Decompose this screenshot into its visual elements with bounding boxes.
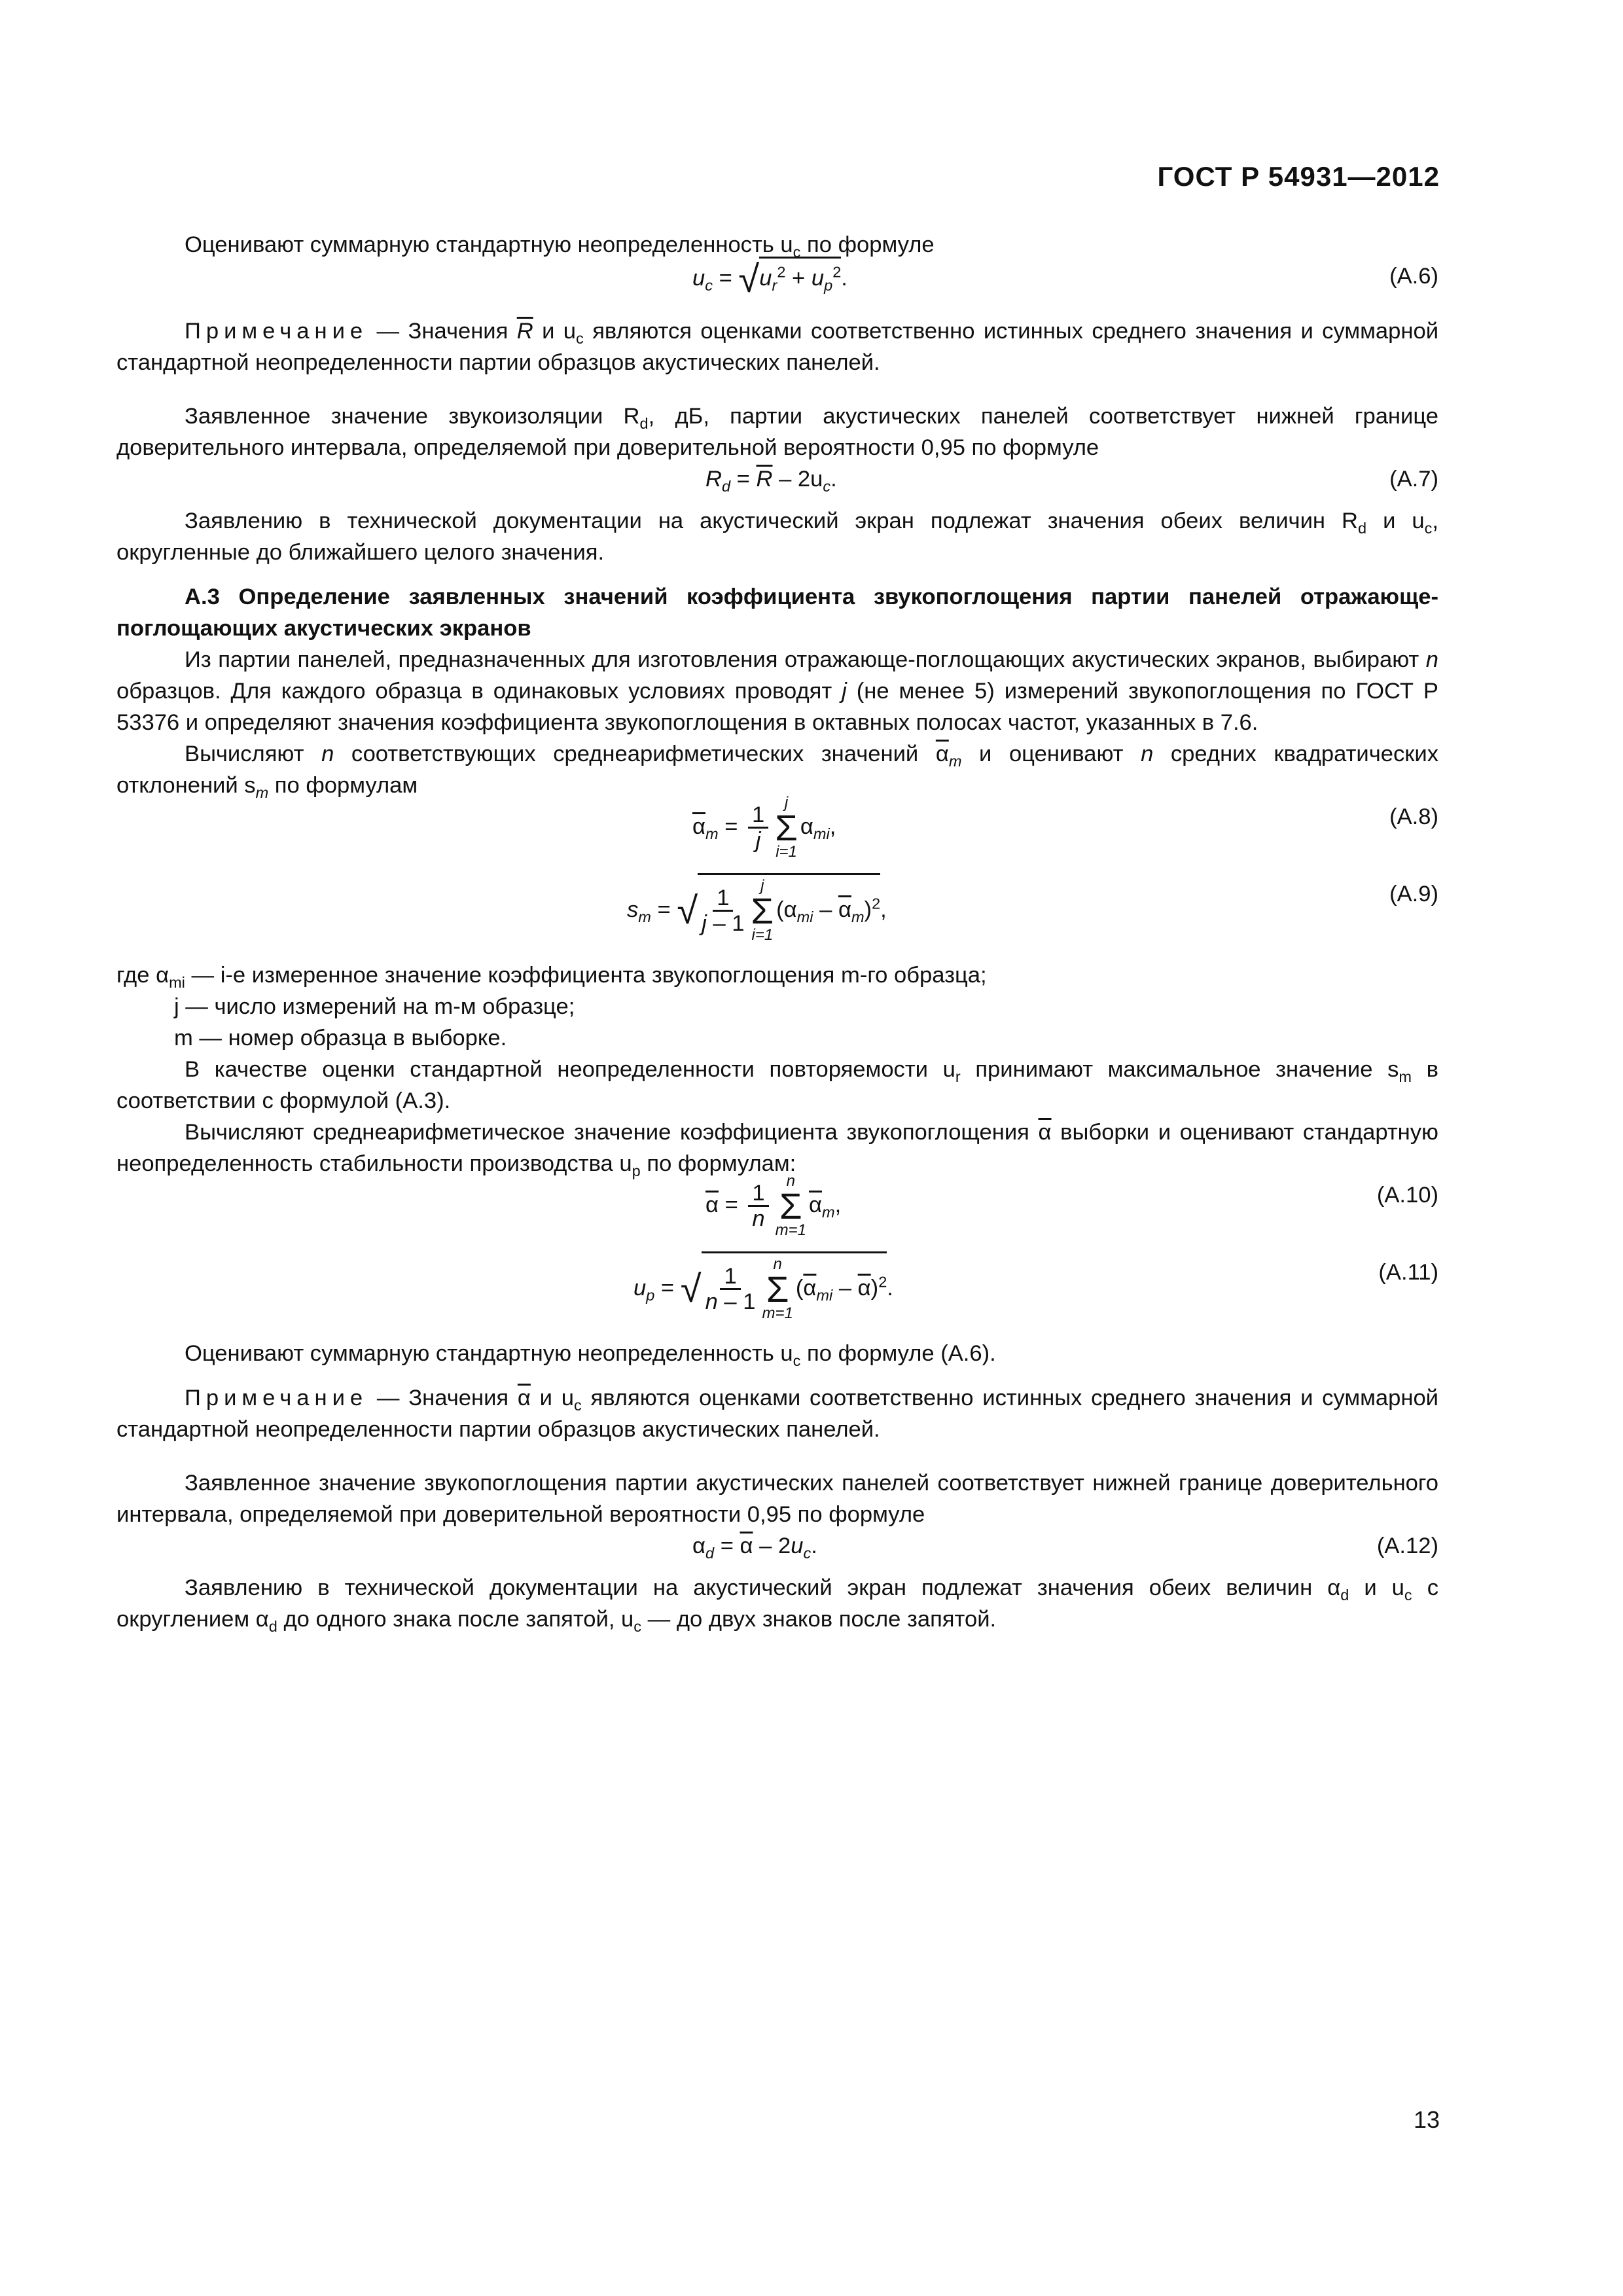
equation-a7 xyxy=(116,463,1438,505)
page-number: 13 xyxy=(1413,2106,1440,2133)
paragraph-6: В качестве оценки стандартной неопределенности повторяемости $u_r$ принимают максимальное значение $s_m$ в соответствии с формулой (А.3). xyxy=(116,1057,1438,1113)
equation-number-a8: (А.8) xyxy=(1389,804,1438,829)
section-heading-a3: А.3 Определение заявленных значений коэффициента звукопоглощения партии панелей отражающе-поглощающих акустических экранов xyxy=(116,584,1439,641)
paragraph-9: Заявленное значение звукопоглощения партии акустических панелей соответствует нижней границе доверительного интервала, определяемой при доверительной вероятности 0,95 по формуле xyxy=(116,1471,1438,1527)
where-line-2: j — число измерений на m-м образце; xyxy=(174,994,575,1019)
formula-a6: $u_c = √u_r^2 + u_p^2$. xyxy=(692,257,847,300)
page-body xyxy=(116,229,1438,1635)
equation-number-a9: (А.9) xyxy=(1389,882,1438,906)
formula-a12: $\alpha_d = \overline{\alpha} - 2u_c$. xyxy=(692,1534,817,1562)
paragraph-4: Из партии панелей, предназначенных для изготовления отражающе-поглощающих акустических экранов, выбирают n образцов. Для каждого образца в одинаковых условиях проводят j (не менее 5) измерений звукопоглощения по ГОСТ Р 53376 и определяют значения коэффициента звукопоглощения в октавных полосах частот, указанных в 7.6. xyxy=(116,647,1438,735)
paragraph-1: Оценивают суммарную стандартную неопределенность $u_c$ по формуле xyxy=(185,232,935,260)
equation-number-a10: (А.10) xyxy=(1376,1183,1438,1208)
where-line-3: m — номер образца в выборке. xyxy=(174,1026,507,1050)
formula-a8: $\overline{\alpha}_m$ = $\frac{1}{j}$ j Σ i=1 $\alpha_{mi}$, xyxy=(692,794,836,861)
formula-a9: $s_m$ = √ $\frac{1}{j - 1}$ j Σ i=1 $(\alpha_{mi} - \overline{\alpha}_m)^2$, xyxy=(627,873,887,943)
equation-a11 xyxy=(116,1257,1438,1338)
paragraph-7: Вычисляют среднеарифметическое значение коэффициента звукопоглощения $\overline{\alpha}$ выборки и оценивают стандартную неопределенность стабильности производства $u_p$ по формулам: xyxy=(116,1120,1438,1179)
note-1: Примечание — Значения $\overline{R}$ и $u_c$ являются оценками соответственно истинных среднего значения и суммарной стандартной неопределенности партии образцов акустических панелей. xyxy=(116,319,1439,375)
formula-a10: $\overline{\alpha}$ = $\frac{1}{n}$ n Σ m=1 $\overline{\alpha}_m$, xyxy=(705,1172,842,1239)
paragraph-3: Заявлению в технической документации на акустический экран подлежат значения обеих величин $R_d$ и $u_c$, округленные до ближайшего целого значения. xyxy=(116,509,1438,565)
paragraph-8: Оценивают суммарную стандартную неопределенность $u_c$ по формуле (А.6). xyxy=(185,1341,996,1369)
equation-a12 xyxy=(116,1530,1438,1572)
paragraph-2: Заявленное значение звукоизоляции $R_d$, дБ, партии акустических панелей соответствует нижней границе доверительного интервала, определяемой при доверительной вероятности 0,95 по формуле xyxy=(116,404,1438,460)
where-line-1: где $\alpha_{mi}$ — i-е измеренное значение коэффициента звукопоглощения m-го образца; xyxy=(116,963,987,991)
formula-a7: $R_d = \overline{R} - 2u_c$. xyxy=(705,467,837,495)
note-2: Примечание — Значения $\overline{\alpha}$ и $u_c$ являются оценками соответственно истинных среднего значения и суммарной стандартной неопределенности партии образцов акустических панелей. xyxy=(116,1386,1439,1442)
equation-number-a6: (А.6) xyxy=(1389,264,1438,289)
equation-a6 xyxy=(116,257,1438,302)
equation-a8 xyxy=(116,794,1438,878)
equation-number-a12: (А.12) xyxy=(1376,1534,1438,1558)
equation-number-a7: (А.7) xyxy=(1389,467,1438,492)
paragraph-5: Вычисляют n соответствующих среднеарифметических значений $\overline{\alpha}_m$ и оценивают n средних квадратических отклонений $s_m$ по формулам xyxy=(116,742,1439,801)
equation-a9 xyxy=(116,878,1438,960)
equation-number-a11: (А.11) xyxy=(1378,1260,1438,1285)
document-header: ГОСТ Р 54931—2012 xyxy=(1157,161,1440,192)
equation-a10 xyxy=(116,1172,1438,1257)
paragraph-10: Заявлению в технической документации на акустический экран подлежат значения обеих величин $\alpha_d$ и $u_c$ с округлением $\alpha_d$ до одного знака после запятой, $u_c$ — до двух знаков после запятой. xyxy=(116,1575,1438,1635)
formula-a11: $u_p$ = √ $\frac{1}{n - 1}$ n Σ m=1 $(\overline{\alpha}_{mi} - \overline{\alpha})^2$. xyxy=(633,1251,893,1321)
